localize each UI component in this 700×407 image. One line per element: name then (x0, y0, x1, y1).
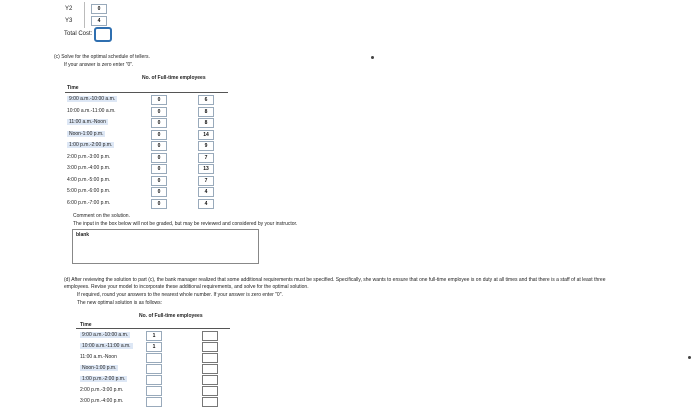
part-d-line3: If required, round your answers to the nearest whole number. If your answer is zero enter "0". (77, 292, 283, 298)
part-c-instruction: If your answer is zero enter "0". (64, 62, 134, 68)
part-time-cell[interactable]: 13 (198, 164, 214, 174)
part-time-input[interactable] (202, 375, 218, 385)
table-row-time: 2:00 p.m.-3:00 p.m. (80, 387, 124, 393)
full-time-input[interactable]: 1 (146, 331, 162, 341)
divider (84, 2, 85, 28)
total-cost-input[interactable] (94, 27, 112, 42)
part-time-input[interactable] (202, 397, 218, 407)
table-row-time: 3:00 p.m.-4:00 p.m. (67, 165, 111, 171)
y2-value[interactable]: 0 (91, 4, 107, 14)
full-time-input[interactable] (146, 397, 162, 407)
part-time-input[interactable] (202, 353, 218, 363)
header-rule-d (76, 328, 230, 329)
full-time-input[interactable] (146, 364, 162, 374)
table-row-time: 9:00 a.m.-10:00 a.m. (69, 96, 116, 102)
y3-value[interactable]: 4 (91, 16, 107, 26)
bullet-dot (371, 56, 374, 59)
table-row-time: Noon-1:00 p.m. (69, 130, 104, 137)
table-row-time: 3:00 p.m.-4:00 p.m. (80, 398, 124, 404)
part-time-input[interactable] (202, 364, 218, 374)
part-d-col-time: Time (80, 322, 92, 328)
table-row-time: 2:00 p.m.-3:00 p.m. (67, 153, 111, 160)
comment-note: The input in the box below will not be graded, but may be reviewed and considered by your instructor. (73, 221, 298, 227)
table-row-time: 4:00 p.m.-5:00 p.m. (67, 176, 111, 183)
part-c-col-full: No. of Full-time employees (142, 75, 206, 81)
part-d-heading: (d) After reviewing the solution to part (c), the bank manager realized that some additional requirements must be specified. Specifically, she wants to ensure that one full-time employee is on duty at all times and that there is a staff of at least three (64, 277, 606, 283)
full-time-cell[interactable]: 0 (151, 187, 167, 197)
part-time-cell[interactable]: 4 (198, 199, 214, 209)
full-time-cell[interactable]: 0 (151, 176, 167, 186)
part-d-line4: The new optimal solution is as follows: (77, 300, 163, 306)
table-row-time: 5:00 p.m.-6:00 p.m. (67, 188, 111, 194)
part-time-input[interactable] (202, 386, 218, 396)
full-time-input[interactable]: 1 (146, 342, 162, 352)
y2-label: Y2 (65, 6, 73, 12)
full-time-input[interactable] (146, 375, 162, 385)
part-time-cell[interactable]: 6 (198, 95, 214, 105)
part-d-line2: employees. Revise your model to incorporate these additional requirements, and solve for the optimal solution. (64, 284, 309, 290)
full-time-cell[interactable]: 0 (151, 130, 167, 140)
table-row-time: Noon-1:00 p.m. (82, 365, 117, 371)
full-time-cell[interactable]: 0 (151, 164, 167, 174)
y3-label: Y3 (65, 18, 73, 24)
part-c-heading: (c) Solve for the optimal schedule of tellers. (54, 54, 150, 60)
comment-value: blank (76, 232, 90, 238)
full-time-cell[interactable]: 0 (151, 141, 167, 151)
table-row-time: 1:00 p.m.-2:00 p.m. (69, 142, 113, 148)
table-row-time: 10:00 a.m.-11:00 a.m. (82, 343, 131, 349)
part-c-col-time: Time (67, 85, 79, 91)
table-row-time: 11:00 a.m.-Noon (80, 354, 117, 360)
part-time-cell[interactable]: 8 (198, 107, 214, 117)
full-time-cell[interactable]: 0 (151, 199, 167, 209)
comment-label: Comment on the solution. (73, 213, 130, 219)
full-time-cell[interactable]: 0 (151, 118, 167, 128)
full-time-input[interactable] (146, 353, 162, 363)
full-time-cell[interactable]: 0 (151, 95, 167, 105)
part-time-cell[interactable]: 9 (198, 141, 214, 151)
full-time-cell[interactable]: 0 (151, 153, 167, 163)
header-rule (65, 92, 228, 93)
part-time-cell[interactable]: 14 (198, 130, 214, 140)
bullet-dot-2 (688, 356, 691, 359)
total-cost-label: Total Cost: (64, 31, 93, 37)
full-time-cell[interactable]: 0 (151, 107, 167, 117)
table-row-time: 1:00 p.m.-2:00 p.m. (82, 376, 126, 382)
part-time-input[interactable] (202, 342, 218, 352)
table-row-time: 9:00 a.m.-10:00 a.m. (82, 332, 129, 338)
table-row-time: 10:00 a.m.-11:00 a.m. (67, 107, 116, 114)
table-row-time: 11:00 a.m.-Noon (69, 119, 106, 125)
full-time-input[interactable] (146, 386, 162, 396)
part-time-cell[interactable]: 7 (198, 176, 214, 186)
part-time-cell[interactable]: 7 (198, 153, 214, 163)
part-d-col-full: No. of Full-time employees (139, 313, 203, 319)
part-time-cell[interactable]: 8 (198, 118, 214, 128)
part-time-input[interactable] (202, 331, 218, 341)
table-row-time: 6:00 p.m.-7:00 p.m. (67, 199, 111, 206)
comment-textarea[interactable] (72, 229, 259, 264)
part-time-cell[interactable]: 4 (198, 187, 214, 197)
